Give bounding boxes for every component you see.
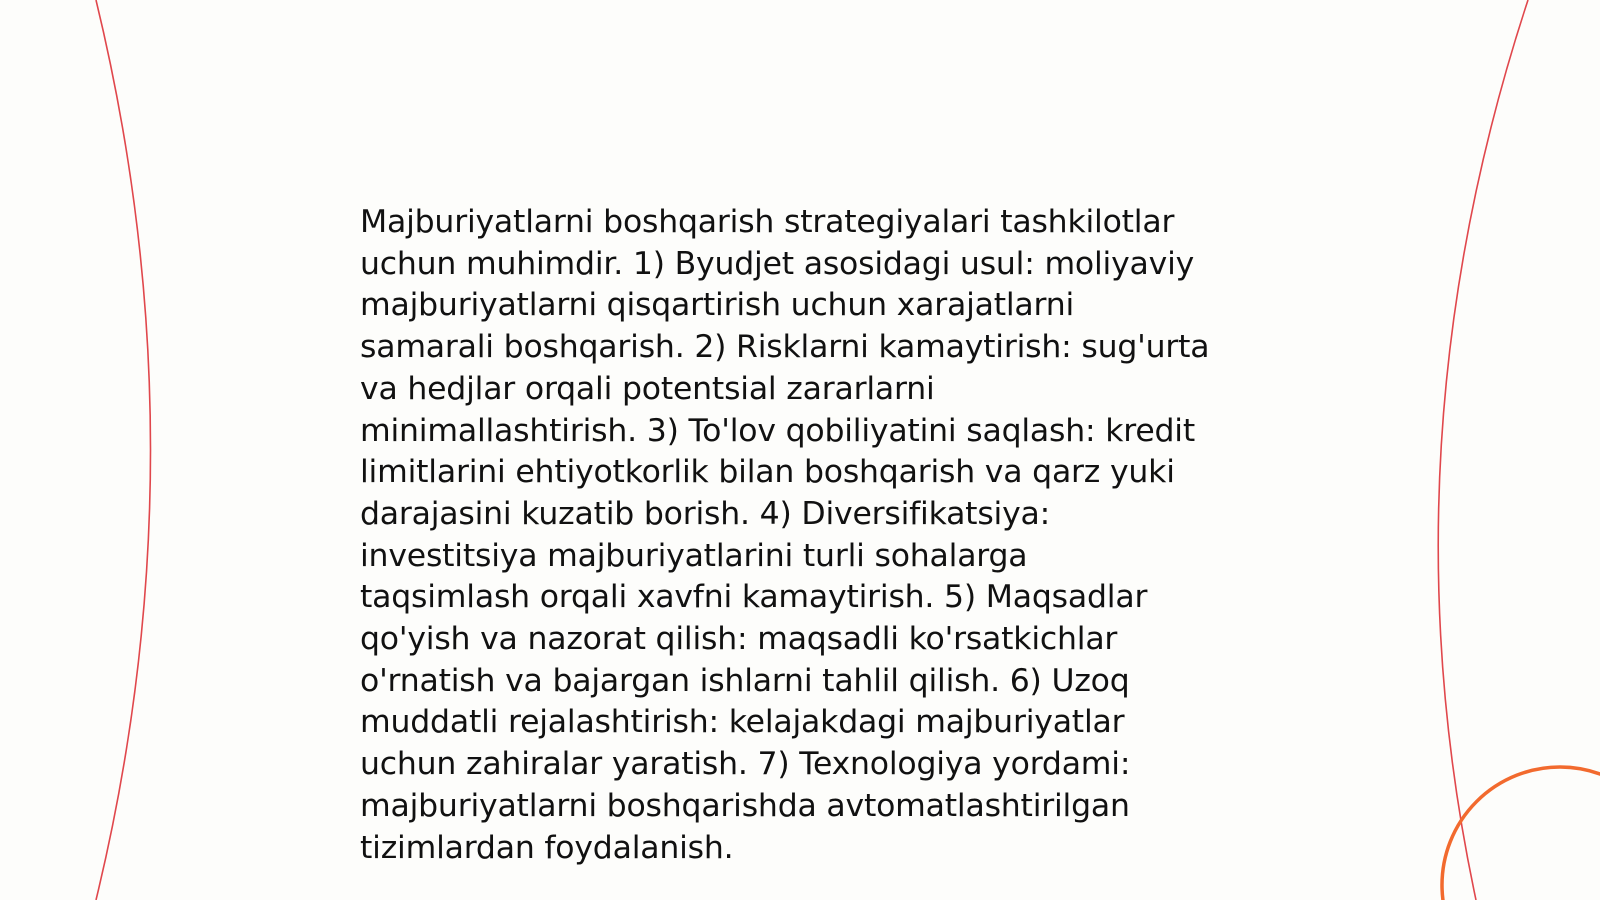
- slide-body-text: [360, 202, 1260, 869]
- body-line: tizimlardan foydalanish.: [360, 829, 734, 866]
- body-line: minimallashtirish. 3) To'lov qobiliyatini saqlash: kredit: [360, 412, 1196, 449]
- body-line: limitlarini ehtiyotkorlik bilan boshqarish va qarz yuki: [360, 454, 1175, 491]
- body-line: majburiyatlarni qisqartirish uchun xarajatlarni: [360, 287, 1075, 324]
- body-line: o'rnatish va bajargan ishlarni tahlil qilish. 6) Uzoq: [360, 662, 1130, 699]
- body-line: Majburiyatlarni boshqarish strategiyalari tashkilotlar: [360, 204, 1175, 240]
- body-line: uchun zahiralar yaratish. 7) Texnologiya yordami:: [360, 746, 1131, 783]
- body-line: investitsiya majburiyatlarini turli sohalarga: [360, 537, 1028, 574]
- body-line: darajasini kuzatib borish. 4) Diversifikatsiya:: [360, 495, 1051, 532]
- body-line: uchun muhimdir. 1) Byudjet asosidagi usul: moliyaviy: [360, 245, 1195, 282]
- left-arc-line: [96, 0, 151, 900]
- body-line: va hedjlar orqali potentsial zararlarni: [360, 370, 935, 407]
- body-line: taqsimlash orqali xavfni kamaytirish. 5) Maqsadlar: [360, 579, 1148, 616]
- right-arc-line: [1438, 0, 1528, 900]
- body-line: qo'yish va nazorat qilish: maqsadli ko'rsatkichlar: [360, 621, 1118, 658]
- orange-accent-circle: [1442, 767, 1600, 900]
- body-line: majburiyatlarni boshqarishda avtomatlashtirilgan: [360, 787, 1130, 824]
- body-line: muddatli rejalashtirish: kelajakdagi majburiyatlar: [360, 704, 1125, 741]
- body-line: samarali boshqarish. 2) Risklarni kamaytirish: sug'urta: [360, 329, 1210, 366]
